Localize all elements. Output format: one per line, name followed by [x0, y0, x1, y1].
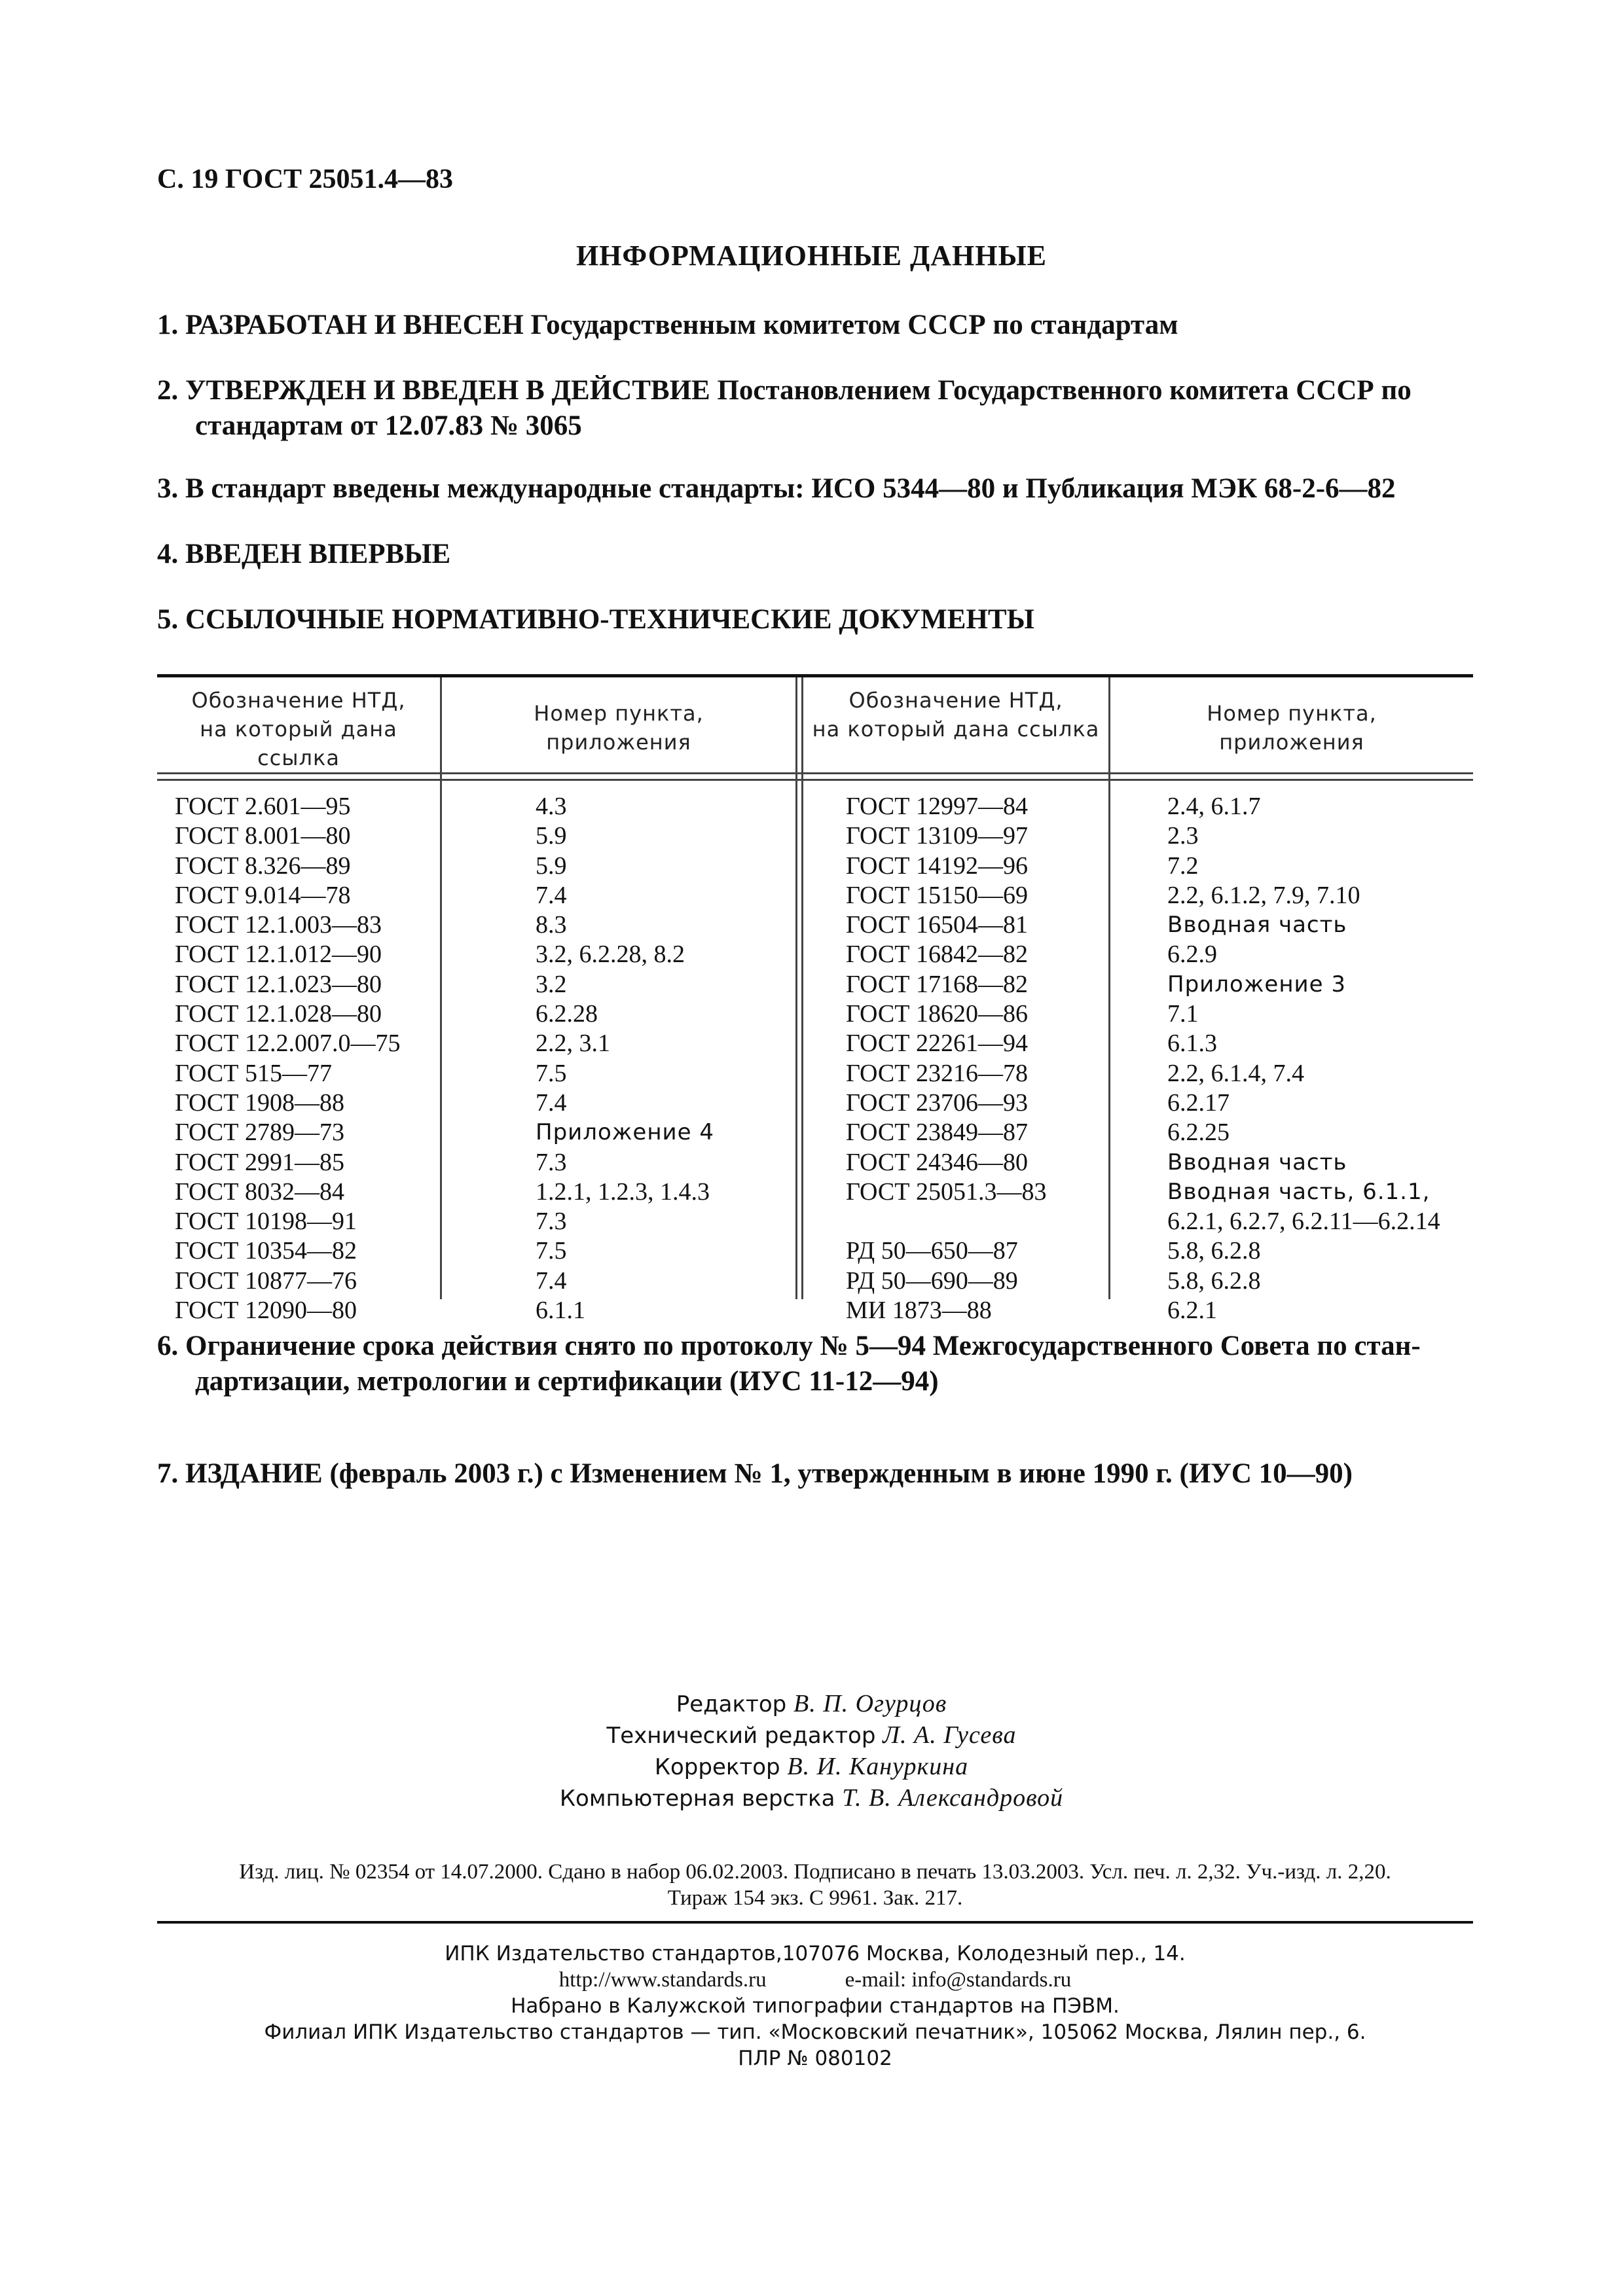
table-cell: ГОСТ 14192—96 [846, 852, 1028, 880]
table-cell: 7.4 [536, 1266, 567, 1295]
table-cell: 6.2.1, 6.2.7, 6.2.11—6.2.14 [1167, 1208, 1440, 1236]
table-cell: 7.4 [536, 1088, 567, 1117]
table-cell: Приложение 4 [536, 1119, 715, 1146]
table-cell: 2.2, 6.1.2, 7.9, 7.10 [1167, 881, 1360, 909]
column-item-right [1167, 792, 1440, 1325]
header-item-left: Номер пункта, приложения [534, 701, 704, 755]
table-cell: ГОСТ 23216—78 [846, 1059, 1028, 1087]
table-cell: ГОСТ 10198—91 [175, 1208, 357, 1236]
item-4-text: 4. ВВЕДЕН ВПЕРВЫЕ [157, 539, 451, 569]
table-cell: 7.4 [536, 881, 567, 909]
table-cell: ГОСТ 8032—84 [175, 1177, 344, 1206]
credits-block [0, 1689, 1623, 1814]
table-cell: ГОСТ 23849—87 [846, 1119, 1028, 1147]
table-cell: 5.8, 6.2.8 [1167, 1237, 1261, 1265]
table-cell: 3.2, 6.2.28, 8.2 [536, 941, 685, 969]
publisher-branch: Филиал ИПК Издательство стандартов — тип. «Московский печатник», 105062 Москва, Лялин пер., 6. [264, 2020, 1366, 2044]
table-cell: ГОСТ 10354—82 [175, 1237, 357, 1265]
table-divider-3 [1108, 677, 1110, 1299]
table-cell: 6.2.28 [536, 1000, 598, 1028]
page-header: С. 19 ГОСТ 25051.4—83 [157, 164, 454, 194]
column-item-left [536, 792, 714, 1325]
table-cell: ГОСТ 23706—93 [846, 1088, 1028, 1117]
imprint-line-1: Изд. лиц. № 02354 от 14.07.2000. Сдано в набор 06.02.2003. Подписано в печать 13.03.2003. Усл. печ. л. 2,32. Уч.-изд. л. 2,20. [239, 1860, 1391, 1884]
reference-table [157, 674, 1473, 1325]
table-cell: 6.1.3 [1167, 1030, 1217, 1058]
publisher-email-link[interactable]: e-mail: info@standards.ru [845, 1968, 1072, 1992]
item-6-continuation: дартизации, метрологии и сертификации (ИУС 11-12—94) [195, 1366, 939, 1397]
table-cell: ГОСТ 17168—82 [846, 970, 1028, 998]
table-cell: ГОСТ 12.1.012—90 [175, 941, 382, 969]
table-cell: ГОСТ 515—77 [175, 1059, 332, 1087]
table-cell: ГОСТ 12.1.028—80 [175, 1000, 382, 1028]
page-title: ИНФОРМАЦИОННЫЕ ДАННЫЕ [575, 240, 1048, 272]
table-header-rule [157, 772, 1473, 774]
table-cell: 2.2, 6.1.4, 7.4 [1167, 1059, 1304, 1087]
table-cell: Вводная часть, 6.1.1, [1167, 1178, 1431, 1205]
imprint-block [157, 1859, 1473, 1911]
item-5 [157, 602, 1473, 637]
table-cell: ГОСТ 12.1.023—80 [175, 970, 382, 998]
table-cell: 2.3 [1167, 822, 1199, 850]
table-cell: ГОСТ 15150—69 [846, 881, 1028, 909]
table-cell: 4.3 [536, 793, 567, 820]
table-cell: 3.2 [536, 970, 567, 998]
table-cell [846, 1207, 1047, 1236]
table-cell: 6.2.25 [1167, 1119, 1230, 1147]
header-doc-left: Обозначение НТД, на который дана ссылка [191, 688, 406, 770]
table-cell: РД 50—690—89 [846, 1266, 1018, 1295]
column-doc-left [175, 792, 401, 1325]
item-5-text: 5. ССЫЛОЧНЫЕ НОРМАТИВНО-ТЕХНИЧЕСКИЕ ДОКУМЕНТЫ [157, 604, 1034, 635]
table-cell: 7.1 [1167, 1000, 1199, 1028]
credit-line: Корректор В. И. Кануркина [654, 1753, 969, 1780]
table-cell: 6.2.1 [1167, 1297, 1217, 1325]
item-7-text: 7. ИЗДАНИЕ (февраль 2003 г.) с Изменением № 1, утвержденным в июне 1990 г. (ИУС 10—90) [157, 1458, 1353, 1489]
table-cell: 8.3 [536, 911, 567, 939]
table-cell: ГОСТ 16504—81 [846, 911, 1028, 939]
table-cell: ГОСТ 12090—80 [175, 1297, 357, 1325]
table-cell: 7.5 [536, 1059, 567, 1087]
table-cell: ГОСТ 2.601—95 [175, 793, 351, 820]
item-1 [157, 308, 1473, 343]
header-item-right: Номер пункта, приложения [1207, 701, 1377, 755]
table-cell: Вводная часть [1167, 1149, 1347, 1175]
table-cell: РД 50—650—87 [846, 1237, 1018, 1265]
item-2 [157, 373, 1473, 444]
table-divider-double [795, 677, 803, 1299]
table-cell: Вводная часть [1167, 912, 1347, 939]
table-cell: 6.2.17 [1167, 1088, 1230, 1117]
table-divider-1 [440, 677, 442, 1299]
item-7 [157, 1456, 1473, 1492]
publisher-block [157, 1941, 1473, 2072]
table-cell: ГОСТ 12.1.003—83 [175, 911, 382, 939]
table-cell: ГОСТ 1908—88 [175, 1088, 344, 1117]
table-cell: 5.8, 6.2.8 [1167, 1266, 1261, 1295]
header-doc-right: Обозначение НТД, на который дана ссылка [812, 688, 1100, 742]
table-cell: ГОСТ 16842—82 [846, 941, 1028, 969]
table-cell: ГОСТ 8.001—80 [175, 822, 351, 850]
table-cell: 6.2.9 [1167, 941, 1217, 969]
imprint-line-2: Тираж 154 экз. С 9961. Зак. 217. [667, 1886, 963, 1910]
table-cell: 2.4, 6.1.7 [1167, 793, 1261, 820]
table-cell: ГОСТ 24346—80 [846, 1148, 1028, 1176]
table-cell: ГОСТ 18620—86 [846, 1000, 1028, 1028]
item-2-text: 2. УТВЕРЖДЕН И ВВЕДЕН В ДЕЙСТВИЕ Постановлением Государственного комитета СССР по [157, 375, 1412, 406]
column-doc-right [846, 792, 1047, 1325]
table-cell: МИ 1873—88 [846, 1297, 992, 1325]
table-cell: ГОСТ 2991—85 [175, 1148, 344, 1176]
credit-line: Редактор В. П. Огурцов [676, 1690, 947, 1717]
table-cell: ГОСТ 12.2.007.0—75 [175, 1030, 401, 1058]
table-cell: ГОСТ 22261—94 [846, 1030, 1028, 1058]
credit-line: Технический редактор Л. А. Гусева [606, 1721, 1017, 1749]
table-cell: 6.1.1 [536, 1297, 585, 1325]
table-cell: Приложение 3 [1167, 971, 1347, 997]
table-cell: 7.5 [536, 1237, 567, 1265]
table-cell: 7.2 [1167, 852, 1199, 880]
credit-line: Компьютерная верстка Т. В. Александровой [559, 1784, 1064, 1812]
table-cell: ГОСТ 25051.3—83 [846, 1177, 1047, 1206]
item-3-text: 3. В стандарт введены международные стандарты: ИСО 5344—80 и Публикация МЭК 68-2-6—82 [157, 473, 1396, 504]
table-cell: 7.3 [536, 1148, 567, 1176]
publisher-contacts [157, 1967, 1473, 1993]
imprint-rule [157, 1921, 1473, 1924]
table-cell: ГОСТ 13109—97 [846, 822, 1028, 850]
table-cell: 5.9 [536, 852, 567, 880]
table-cell: 7.3 [536, 1208, 567, 1236]
item-2-continuation: стандартам от 12.07.83 № 3065 [195, 410, 582, 441]
table-cell: ГОСТ 10877—76 [175, 1266, 357, 1295]
table-cell: ГОСТ 9.014—78 [175, 881, 351, 909]
item-3 [157, 471, 1473, 507]
table-cell: 1.2.1, 1.2.3, 1.4.3 [536, 1177, 710, 1206]
publisher-url-link[interactable]: http://www.standards.ru [558, 1968, 767, 1992]
table-top-rule [157, 674, 1473, 677]
publisher-license: ПЛР № 080102 [738, 2047, 892, 2070]
publisher-address: ИПК Издательство стандартов,107076 Москва, Колодезный пер., 14. [445, 1942, 1186, 1965]
item-6-text: 6. Ограничение срока действия снято по протоколу № 5—94 Межгосударственного Совета по стан- [157, 1331, 1421, 1361]
table-cell: ГОСТ 8.326—89 [175, 852, 351, 880]
item-6 [157, 1329, 1473, 1399]
item-4 [157, 537, 1473, 572]
item-1-text: 1. РАЗРАБОТАН И ВНЕСЕН Государственным комитетом СССР по стандартам [157, 310, 1178, 340]
table-cell: 2.2, 3.1 [536, 1030, 610, 1058]
table-header-rule-2 [157, 779, 1473, 781]
table-cell: ГОСТ 2789—73 [175, 1119, 344, 1147]
table-cell: 5.9 [536, 822, 567, 850]
publisher-typesetting: Набрано в Калужской типографии стандартов на ПЭВМ. [511, 1994, 1120, 2018]
table-cell: ГОСТ 12997—84 [846, 793, 1028, 820]
